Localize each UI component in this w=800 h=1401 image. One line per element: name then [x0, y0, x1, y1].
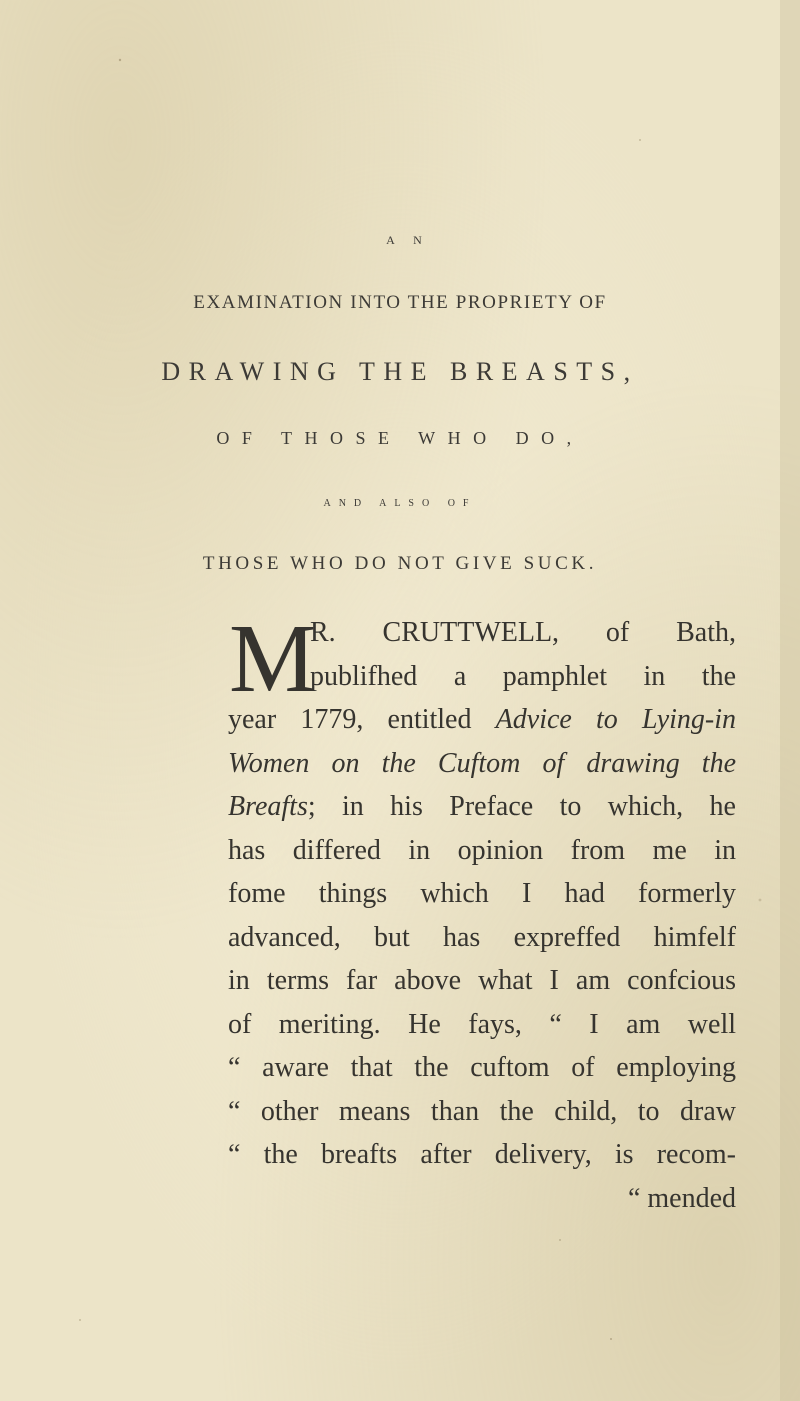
- text-line: advanced, but has expreffed himfelf: [228, 921, 736, 953]
- drop-cap: M: [229, 605, 317, 713]
- text-segment: ; in his Preface to which, he: [307, 791, 736, 822]
- text-line: fome things which I had formerly: [228, 878, 736, 909]
- text-line: “ other means than the child, to draw: [228, 1095, 736, 1127]
- text-line: of meriting. He fays, “ I am well: [228, 1008, 736, 1040]
- text-line: [228, 785, 736, 829]
- text-line: R. CRUTTWELL, of Bath,: [310, 617, 736, 648]
- text-segment: year 1779, entitled: [228, 704, 496, 735]
- text-line: “ the breafts after delivery, is recom-: [228, 1139, 736, 1170]
- text-line: [228, 698, 736, 742]
- body-paragraph: [228, 605, 737, 1220]
- italic-title-segment: Breafts: [228, 791, 308, 822]
- italic-title-line: Women on the Cuftom of drawing the: [228, 747, 736, 779]
- heading-and-also-of: AND ALSO OF: [323, 498, 477, 509]
- heading-an: A N: [386, 233, 430, 247]
- heading-of-those-who-do: OF THOSE WHO DO,: [216, 428, 584, 448]
- text-line: publifhed a pamphlet in the: [310, 660, 736, 692]
- heading-drawing-the-breasts: DRAWING THE BREASTS,: [161, 357, 639, 386]
- text-line: has differed in opinion from me in: [228, 834, 736, 866]
- catchword: “ mended: [627, 1182, 736, 1214]
- heading-give-suck: THOSE WHO DO NOT GIVE SUCK.: [202, 553, 598, 574]
- text-line: “ aware that the cuftom of employing: [228, 1052, 736, 1083]
- text-line: in terms far above what I am confcious: [228, 965, 736, 996]
- italic-title-segment: Advice to Lying-in: [495, 704, 737, 735]
- heading-examination: EXAMINATION INTO THE PROPRIETY OF: [193, 292, 607, 313]
